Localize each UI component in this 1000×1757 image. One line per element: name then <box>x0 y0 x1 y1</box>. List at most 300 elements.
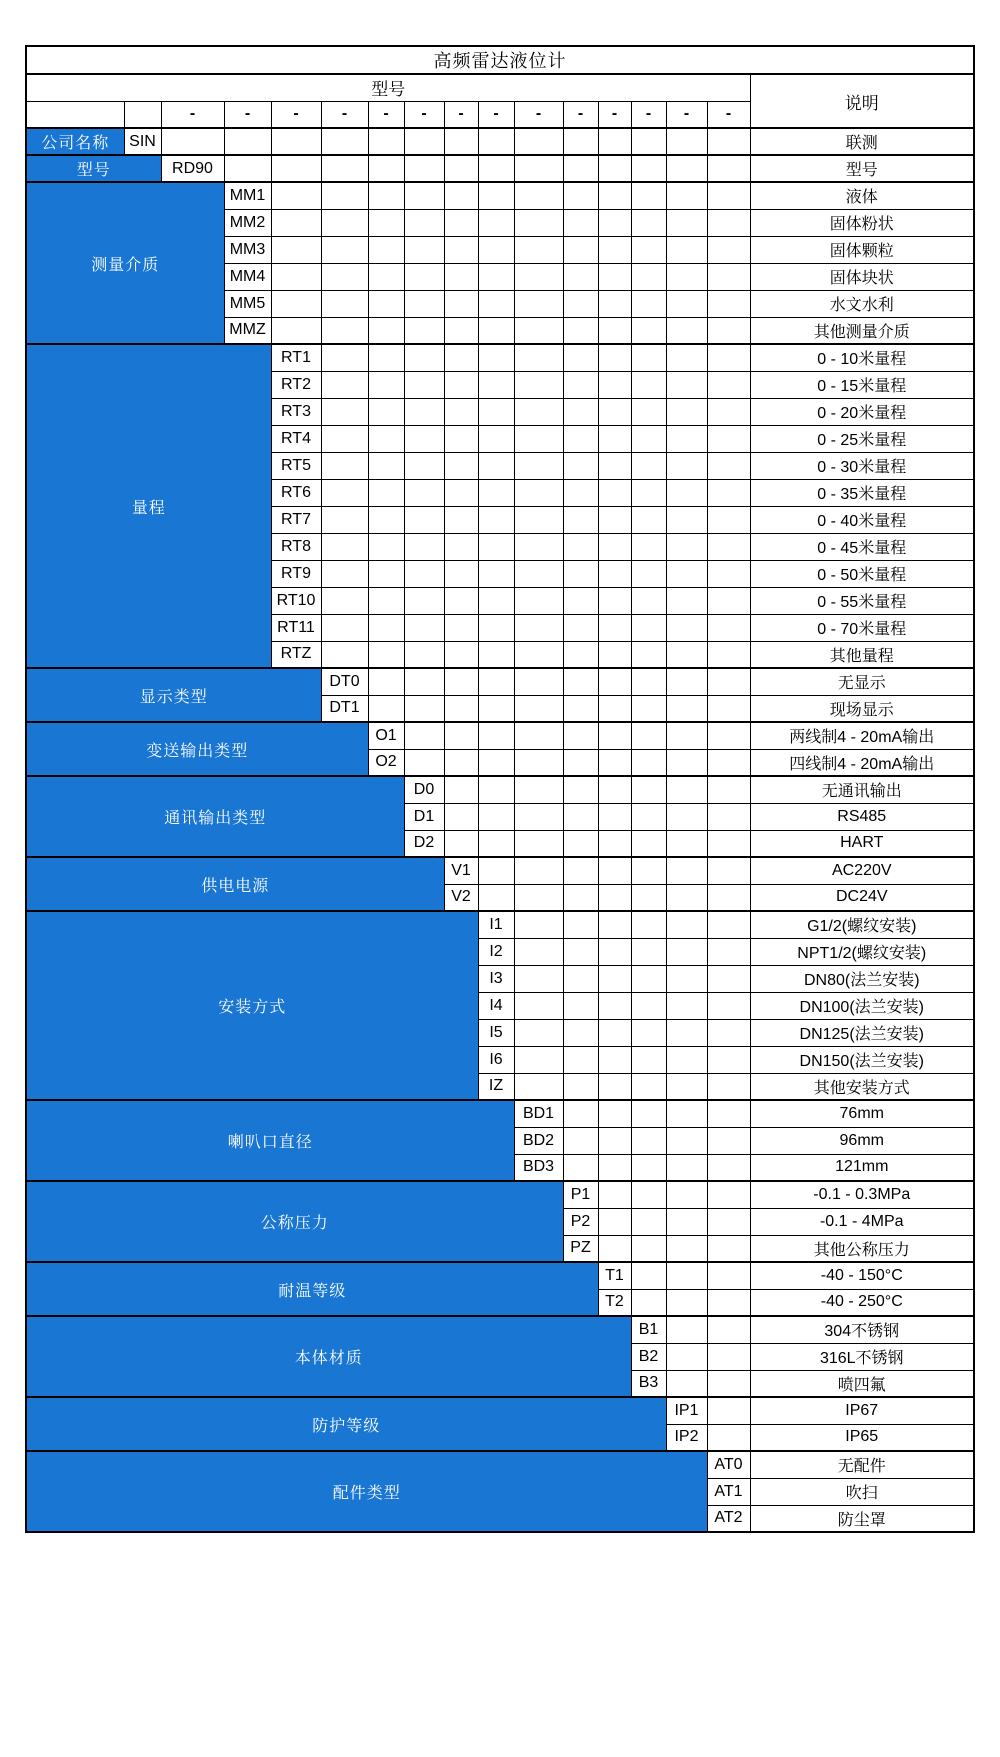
empty-cell <box>563 560 598 587</box>
empty-cell <box>631 965 666 992</box>
empty-cell <box>514 749 563 776</box>
empty-cell <box>631 1073 666 1100</box>
table-row <box>26 1451 974 1478</box>
description-cell: 其他安装方式 <box>750 1073 974 1100</box>
section-label-temperature-grade: 耐温等级 <box>26 1262 598 1316</box>
empty-cell <box>444 803 478 830</box>
empty-cell <box>514 722 563 749</box>
empty-cell <box>598 452 631 479</box>
description-cell: 96mm <box>750 1127 974 1154</box>
code-cell: DT1 <box>321 695 368 722</box>
empty-cell <box>598 641 631 668</box>
empty-cell <box>404 398 444 425</box>
empty-cell <box>514 803 563 830</box>
code-cell: T2 <box>598 1289 631 1316</box>
empty-cell <box>514 1073 563 1100</box>
empty-cell <box>563 1127 598 1154</box>
empty-cell <box>707 560 750 587</box>
empty-cell <box>707 1316 750 1343</box>
empty-cell <box>666 155 707 182</box>
empty-cell <box>368 128 404 155</box>
empty-cell <box>631 1100 666 1127</box>
empty-cell <box>666 236 707 263</box>
empty-cell <box>666 1316 707 1343</box>
empty-cell <box>666 1127 707 1154</box>
empty-cell <box>563 668 598 695</box>
empty-cell <box>271 290 321 317</box>
code-cell: I2 <box>478 938 514 965</box>
description-cell: 0 - 20米量程 <box>750 398 974 425</box>
empty-cell <box>666 695 707 722</box>
code-cell: I6 <box>478 1046 514 1073</box>
empty-cell <box>321 614 368 641</box>
empty-cell <box>631 1019 666 1046</box>
code-cell: BD1 <box>514 1100 563 1127</box>
empty-cell <box>631 587 666 614</box>
empty-cell <box>707 506 750 533</box>
empty-cell <box>444 452 478 479</box>
empty-cell <box>598 560 631 587</box>
empty-cell <box>514 290 563 317</box>
empty-cell <box>707 263 750 290</box>
separator-cell: - <box>598 101 631 128</box>
section-label-horn-diameter: 喇叭口直径 <box>26 1100 514 1181</box>
empty-cell <box>631 128 666 155</box>
table-row <box>26 1181 974 1208</box>
empty-cell <box>444 290 478 317</box>
empty-cell <box>631 668 666 695</box>
code-cell: D2 <box>404 830 444 857</box>
separator-cell: - <box>478 101 514 128</box>
empty-cell <box>631 803 666 830</box>
empty-cell <box>224 155 271 182</box>
empty-cell <box>404 425 444 452</box>
description-cell: 0 - 30米量程 <box>750 452 974 479</box>
empty-cell <box>707 209 750 236</box>
description-cell: 0 - 10米量程 <box>750 344 974 371</box>
description-cell: 0 - 50米量程 <box>750 560 974 587</box>
empty-cell <box>321 290 368 317</box>
empty-cell <box>666 560 707 587</box>
table-title: 高频雷达液位计 <box>26 46 974 74</box>
empty-cell <box>598 1154 631 1181</box>
empty-cell <box>666 830 707 857</box>
header-row <box>26 74 974 101</box>
empty-cell <box>444 776 478 803</box>
separator-cell: - <box>161 101 224 128</box>
empty-cell <box>368 290 404 317</box>
empty-cell <box>514 641 563 668</box>
description-cell: HART <box>750 830 974 857</box>
empty-cell <box>478 587 514 614</box>
empty-cell <box>631 479 666 506</box>
empty-cell <box>598 830 631 857</box>
empty-cell <box>563 317 598 344</box>
empty-cell <box>666 992 707 1019</box>
code-cell: B2 <box>631 1343 666 1370</box>
empty-cell <box>514 1046 563 1073</box>
empty-cell <box>598 1100 631 1127</box>
description-cell: 无显示 <box>750 668 974 695</box>
empty-cell <box>563 695 598 722</box>
empty-cell <box>631 641 666 668</box>
code-cell: P1 <box>563 1181 598 1208</box>
description-cell: 0 - 70米量程 <box>750 614 974 641</box>
empty-cell <box>707 155 750 182</box>
empty-cell <box>271 209 321 236</box>
empty-cell <box>631 695 666 722</box>
empty-cell <box>514 992 563 1019</box>
empty-cell <box>321 479 368 506</box>
empty-cell <box>707 641 750 668</box>
description-cell: 0 - 45米量程 <box>750 533 974 560</box>
empty-cell <box>563 155 598 182</box>
code-cell: IP1 <box>666 1397 707 1424</box>
empty-cell <box>368 263 404 290</box>
empty-cell <box>598 965 631 992</box>
empty-cell <box>478 425 514 452</box>
empty-cell <box>404 344 444 371</box>
empty-cell <box>666 884 707 911</box>
code-cell: AT0 <box>707 1451 750 1478</box>
empty-cell <box>514 587 563 614</box>
description-cell: -40 - 150°C <box>750 1262 974 1289</box>
empty-cell <box>563 857 598 884</box>
empty-cell <box>666 668 707 695</box>
empty-cell <box>478 290 514 317</box>
empty-cell <box>321 533 368 560</box>
empty-cell <box>514 911 563 938</box>
empty-cell <box>478 695 514 722</box>
empty-cell <box>598 344 631 371</box>
empty-cell <box>321 587 368 614</box>
empty-cell <box>563 398 598 425</box>
empty-cell <box>707 371 750 398</box>
empty-cell <box>631 263 666 290</box>
empty-cell <box>598 1073 631 1100</box>
empty-cell <box>321 344 368 371</box>
empty-cell <box>598 614 631 641</box>
empty-cell <box>563 290 598 317</box>
empty-cell <box>404 587 444 614</box>
empty-cell <box>321 128 368 155</box>
empty-cell <box>478 722 514 749</box>
separator-cell: - <box>368 101 404 128</box>
table-row <box>26 344 974 371</box>
section-label-comm-output-type: 通讯输出类型 <box>26 776 404 857</box>
empty-cell <box>444 722 478 749</box>
empty-cell <box>563 992 598 1019</box>
empty-cell <box>707 965 750 992</box>
empty-cell <box>666 911 707 938</box>
empty-cell <box>514 371 563 398</box>
empty-cell <box>563 533 598 560</box>
separator-cell: - <box>707 101 750 128</box>
empty-cell <box>271 128 321 155</box>
empty-cell <box>707 1262 750 1289</box>
empty-cell <box>598 290 631 317</box>
empty-cell <box>514 533 563 560</box>
empty-cell <box>368 371 404 398</box>
section-label-model: 型号 <box>26 155 161 182</box>
empty-cell <box>631 1127 666 1154</box>
empty-cell <box>478 155 514 182</box>
empty-cell <box>444 236 478 263</box>
empty-cell <box>478 128 514 155</box>
empty-cell <box>666 1235 707 1262</box>
empty-cell <box>707 128 750 155</box>
empty-cell <box>404 155 444 182</box>
empty-cell <box>368 236 404 263</box>
empty-cell <box>514 398 563 425</box>
code-cell: MM4 <box>224 263 271 290</box>
section-label-power-supply: 供电电源 <box>26 857 444 911</box>
empty-cell <box>514 1019 563 1046</box>
empty-cell <box>444 533 478 560</box>
code-cell: RT5 <box>271 452 321 479</box>
code-cell: RT10 <box>271 587 321 614</box>
description-cell: -0.1 - 4MPa <box>750 1208 974 1235</box>
empty-cell <box>321 425 368 452</box>
description-cell: 0 - 55米量程 <box>750 587 974 614</box>
description-cell: NPT1/2(螺纹安装) <box>750 938 974 965</box>
empty-cell <box>666 371 707 398</box>
table-row <box>26 857 974 884</box>
empty-cell <box>478 830 514 857</box>
empty-cell <box>707 1100 750 1127</box>
empty-cell <box>478 344 514 371</box>
empty-cell <box>707 1046 750 1073</box>
empty-cell <box>161 128 224 155</box>
empty-cell <box>666 938 707 965</box>
empty-cell <box>514 506 563 533</box>
empty-cell <box>666 128 707 155</box>
empty-cell <box>707 1370 750 1397</box>
empty-cell <box>514 560 563 587</box>
empty-cell <box>598 1127 631 1154</box>
table-row <box>26 722 974 749</box>
empty-cell <box>666 749 707 776</box>
empty-cell <box>666 263 707 290</box>
empty-cell <box>514 830 563 857</box>
description-cell: 型号 <box>750 155 974 182</box>
table-row <box>26 182 974 209</box>
empty-cell <box>631 371 666 398</box>
empty-cell <box>404 317 444 344</box>
empty-cell <box>271 263 321 290</box>
empty-cell <box>563 263 598 290</box>
empty-cell <box>563 722 598 749</box>
empty-cell <box>478 803 514 830</box>
empty-cell <box>321 209 368 236</box>
empty-cell <box>563 911 598 938</box>
description-cell: AC220V <box>750 857 974 884</box>
empty-cell <box>631 344 666 371</box>
empty-cell <box>598 506 631 533</box>
section-label-nominal-pressure: 公称压力 <box>26 1181 563 1262</box>
empty-cell <box>598 533 631 560</box>
empty-cell <box>478 452 514 479</box>
empty-cell <box>444 128 478 155</box>
empty-cell <box>368 533 404 560</box>
empty-cell <box>631 722 666 749</box>
empty-cell <box>707 803 750 830</box>
empty-cell <box>478 236 514 263</box>
empty-cell <box>666 722 707 749</box>
empty-cell <box>563 452 598 479</box>
empty-cell <box>271 236 321 263</box>
empty-cell <box>666 1343 707 1370</box>
code-cell: MM1 <box>224 182 271 209</box>
empty-cell <box>631 182 666 209</box>
empty-cell <box>478 668 514 695</box>
code-cell: I4 <box>478 992 514 1019</box>
description-cell: -40 - 250°C <box>750 1289 974 1316</box>
empty-cell <box>26 101 124 128</box>
empty-cell <box>321 155 368 182</box>
empty-cell <box>404 209 444 236</box>
empty-cell <box>321 506 368 533</box>
empty-cell <box>631 776 666 803</box>
empty-cell <box>666 776 707 803</box>
table-row <box>26 155 974 182</box>
description-cell: 液体 <box>750 182 974 209</box>
code-cell: RT2 <box>271 371 321 398</box>
empty-cell <box>444 641 478 668</box>
description-cell: 固体颗粒 <box>750 236 974 263</box>
empty-cell <box>631 1262 666 1289</box>
empty-cell <box>666 1100 707 1127</box>
empty-cell <box>598 479 631 506</box>
empty-cell <box>631 290 666 317</box>
empty-cell <box>707 344 750 371</box>
empty-cell <box>404 560 444 587</box>
empty-cell <box>707 722 750 749</box>
empty-cell <box>478 641 514 668</box>
empty-cell <box>563 830 598 857</box>
empty-cell <box>444 560 478 587</box>
empty-cell <box>404 722 444 749</box>
empty-cell <box>631 884 666 911</box>
empty-cell <box>666 1019 707 1046</box>
empty-cell <box>631 830 666 857</box>
empty-cell <box>444 587 478 614</box>
empty-cell <box>368 398 404 425</box>
empty-cell <box>404 668 444 695</box>
empty-cell <box>563 479 598 506</box>
empty-cell <box>444 830 478 857</box>
empty-cell <box>368 587 404 614</box>
code-cell: V2 <box>444 884 478 911</box>
empty-cell <box>707 1154 750 1181</box>
empty-cell <box>478 182 514 209</box>
empty-cell <box>514 236 563 263</box>
description-cell: DC24V <box>750 884 974 911</box>
empty-cell <box>631 560 666 587</box>
table-row <box>26 776 974 803</box>
section-label-transmit-output-type: 变送输出类型 <box>26 722 368 776</box>
table-row <box>26 1316 974 1343</box>
code-cell: IZ <box>478 1073 514 1100</box>
table-row <box>26 1262 974 1289</box>
empty-cell <box>707 1424 750 1451</box>
empty-cell <box>321 263 368 290</box>
empty-cell <box>666 857 707 884</box>
description-cell: 其他公称压力 <box>750 1235 974 1262</box>
empty-cell <box>368 155 404 182</box>
empty-cell <box>666 1262 707 1289</box>
table-row <box>26 1100 974 1127</box>
empty-cell <box>666 479 707 506</box>
empty-cell <box>514 344 563 371</box>
separator-cell: - <box>563 101 598 128</box>
empty-cell <box>631 857 666 884</box>
model-selection-table <box>25 45 975 1533</box>
empty-cell <box>707 992 750 1019</box>
empty-cell <box>598 317 631 344</box>
empty-cell <box>368 425 404 452</box>
empty-cell <box>631 749 666 776</box>
empty-cell <box>404 371 444 398</box>
empty-cell <box>368 479 404 506</box>
empty-cell <box>271 155 321 182</box>
description-cell: 0 - 25米量程 <box>750 425 974 452</box>
empty-cell <box>444 425 478 452</box>
empty-cell <box>563 209 598 236</box>
empty-cell <box>707 1181 750 1208</box>
empty-cell <box>666 1289 707 1316</box>
empty-cell <box>563 965 598 992</box>
empty-cell <box>478 209 514 236</box>
empty-cell <box>514 965 563 992</box>
empty-cell <box>368 668 404 695</box>
empty-cell <box>563 803 598 830</box>
code-cell: RT4 <box>271 425 321 452</box>
description-cell: -0.1 - 0.3MPa <box>750 1181 974 1208</box>
empty-cell <box>368 641 404 668</box>
code-cell: RT6 <box>271 479 321 506</box>
empty-cell <box>631 614 666 641</box>
empty-cell <box>224 128 271 155</box>
separator-cell: - <box>631 101 666 128</box>
empty-cell <box>514 317 563 344</box>
empty-cell <box>514 614 563 641</box>
empty-cell <box>563 614 598 641</box>
code-cell: SIN <box>124 128 161 155</box>
description-cell: 无配件 <box>750 1451 974 1478</box>
code-cell: B3 <box>631 1370 666 1397</box>
empty-cell <box>478 614 514 641</box>
empty-cell <box>404 641 444 668</box>
empty-cell <box>666 317 707 344</box>
empty-cell <box>707 479 750 506</box>
empty-cell <box>321 236 368 263</box>
code-cell: IP2 <box>666 1424 707 1451</box>
section-label-protection-grade: 防护等级 <box>26 1397 666 1451</box>
empty-cell <box>666 1154 707 1181</box>
empty-cell <box>368 506 404 533</box>
empty-cell <box>321 371 368 398</box>
description-cell: 316L不锈钢 <box>750 1343 974 1370</box>
empty-cell <box>514 425 563 452</box>
empty-cell <box>563 182 598 209</box>
empty-cell <box>598 722 631 749</box>
code-cell: DT0 <box>321 668 368 695</box>
section-label-measured-medium: 测量介质 <box>26 182 224 344</box>
empty-cell <box>707 533 750 560</box>
empty-cell <box>478 371 514 398</box>
empty-cell <box>666 344 707 371</box>
